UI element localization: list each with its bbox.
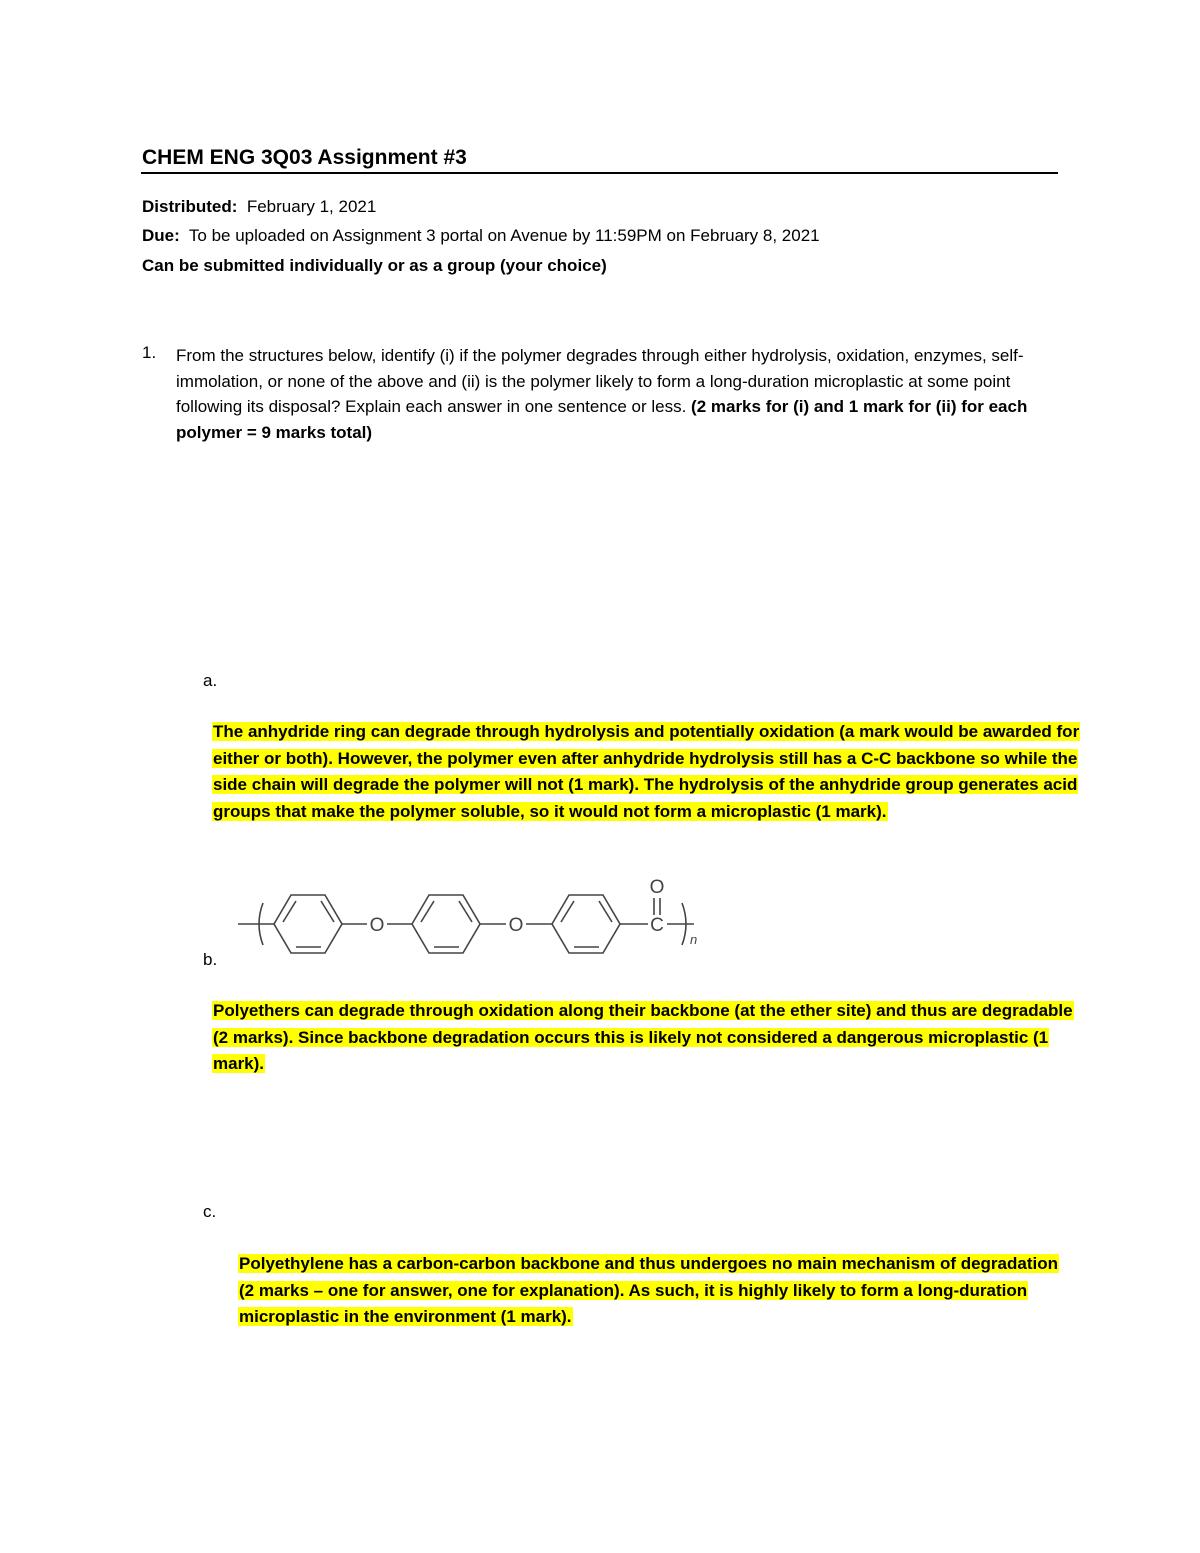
question-text-block	[176, 343, 1066, 446]
carbonyl-carbon: C	[650, 915, 664, 936]
repeat-unit-n: n	[690, 932, 698, 947]
part-b-answer	[212, 998, 1082, 1078]
title-underline	[141, 172, 1058, 174]
question-marks: (2 marks for (i) and 1 mark for (ii) for each polymer = 9 marks total)	[176, 397, 1028, 443]
due-label: Due:	[142, 226, 180, 245]
part-c-answer-text: Polyethylene has a carbon-carbon backbone and thus undergoes no main mechanism of degradation (2 marks – one for answer, one for explanation). As such, it is highly likely to form a long-duration microplastic in the environment (1 mark).	[239, 1254, 1058, 1326]
part-c-answer	[238, 1251, 1063, 1331]
distributed-date: February 1, 2021	[246, 197, 377, 216]
ether-o-1: O	[369, 915, 385, 936]
distributed-label: Distributed:	[142, 197, 238, 216]
part-a-answer	[212, 719, 1087, 825]
part-a-label: a.	[203, 671, 218, 690]
carbonyl-oxygen: O	[649, 877, 665, 898]
part-c-label: c.	[203, 1202, 217, 1221]
distributed-line	[142, 197, 376, 217]
due-text: To be uploaded on Assignment 3 portal on Avenue by 11:59PM on February 8, 2021	[188, 226, 820, 245]
part-b-answer-text: Polyethers can degrade through oxidation along their backbone (at the ether site) and thus are degradable (2 marks). Since backbone degradation occurs this is likely not considered a dangerous microplastic (1 mark).	[213, 1001, 1073, 1073]
question-text: From the structures below, identify (i) if the polymer degrades through either hydrolysis, oxidation, enzymes, self-immolation, or none of the above and (ii) is the polymer likely to form a long-duration microplastic at some point following its disposal? Explain each answer in one sentence or less.	[176, 346, 1024, 417]
part-b-label: b.	[203, 950, 218, 969]
document-title: CHEM ENG 3Q03 Assignment #3	[142, 146, 467, 169]
submission-note: Can be submitted individually or as a group (your choice)	[142, 256, 607, 275]
part-a-answer-text: The anhydride ring can degrade through hydrolysis and potentially oxidation (a mark would be awarded for either or both). However, the polymer even after anhydride hydrolysis still has a C-C backbone so while the side chain will degrade the polymer will not (1 mark). The hydrolysis of the anhydride group generates acid groups that make the polymer soluble, so it would not form a microplastic (1 mark).	[213, 722, 1080, 821]
due-line	[142, 226, 820, 246]
question-number: 1.	[142, 343, 157, 362]
ether-o-2: O	[508, 915, 524, 936]
polyether-structure	[236, 876, 706, 976]
